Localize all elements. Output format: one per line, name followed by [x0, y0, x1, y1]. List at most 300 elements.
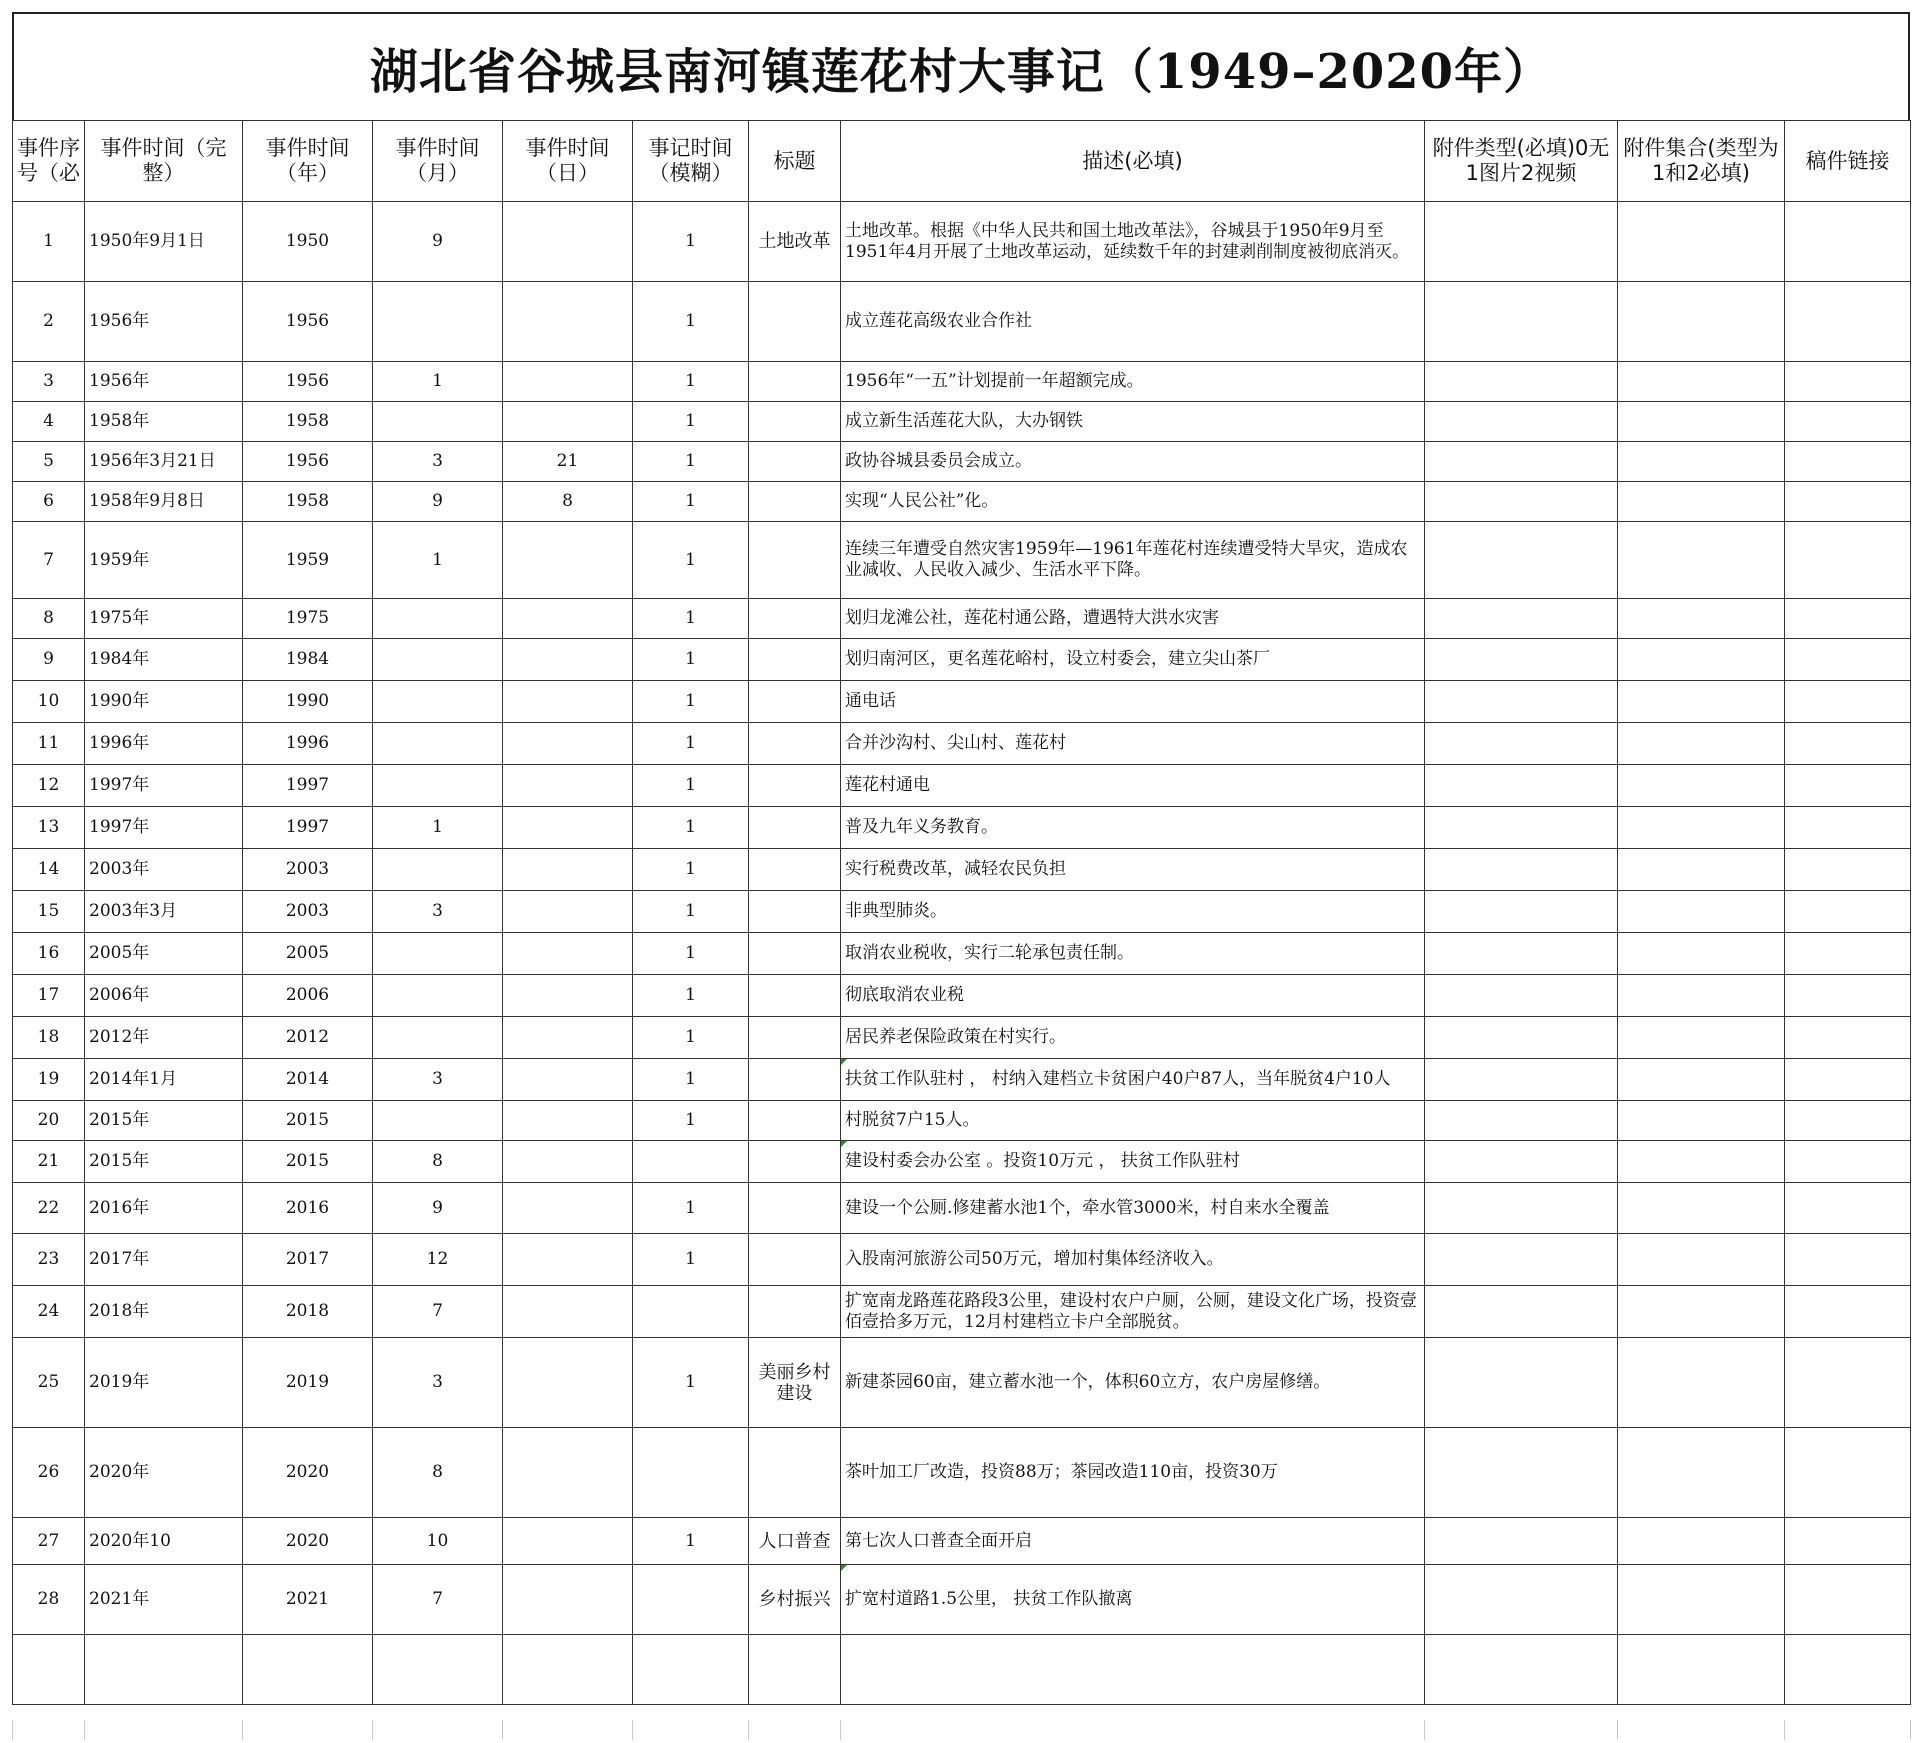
cell-link[interactable] [1785, 933, 1911, 975]
cell-heading[interactable] [749, 1141, 841, 1183]
cell-day[interactable] [503, 933, 633, 975]
cell-fuzzy[interactable]: 1 [633, 362, 749, 402]
cell-attach-type[interactable] [1425, 1183, 1618, 1234]
cell-day[interactable]: 21 [503, 442, 633, 482]
cell-full-time[interactable]: 2014年1月 [85, 1059, 243, 1101]
cell-heading[interactable]: 土地改革 [749, 202, 841, 282]
cell-month[interactable] [373, 975, 503, 1017]
cell-attach-set[interactable] [1618, 765, 1785, 807]
cell-full-time[interactable]: 2020年10 [85, 1518, 243, 1565]
cell-desc[interactable]: 新建茶园60亩，建立蓄水池一个，体积60立方，农户房屋修缮。 [841, 1338, 1425, 1428]
cell-year[interactable]: 2018 [243, 1286, 373, 1338]
cell-fuzzy[interactable] [633, 1286, 749, 1338]
cell-year[interactable]: 2014 [243, 1059, 373, 1101]
cell-fuzzy[interactable] [633, 1428, 749, 1518]
cell-desc[interactable]: 扩宽南龙路莲花路段3公里，建设村农户户厕，公厕，建设文化广场，投资壹佰壹拾多万元，12月村建档立卡户全部脱贫。 [841, 1286, 1425, 1338]
cell-month[interactable] [373, 1017, 503, 1059]
cell-year[interactable]: 2015 [243, 1141, 373, 1183]
cell-month[interactable] [373, 933, 503, 975]
cell-day[interactable] [503, 1101, 633, 1141]
cell-fuzzy[interactable]: 1 [633, 1234, 749, 1286]
cell-day[interactable] [503, 202, 633, 282]
cell-month[interactable] [373, 282, 503, 362]
cell-attach-type[interactable] [1425, 723, 1618, 765]
cell-day[interactable] [503, 765, 633, 807]
cell-day[interactable] [503, 402, 633, 442]
cell-month[interactable]: 7 [373, 1286, 503, 1338]
cell-full-time[interactable]: 2012年 [85, 1017, 243, 1059]
cell-desc[interactable]: 土地改革。根据《中华人民共和国土地改革法》，谷城县于1950年9月至1951年4月开展了土地改革运动，延续数千年的封建剥削制度被彻底消灭。 [841, 202, 1425, 282]
cell-month[interactable] [373, 849, 503, 891]
cell-fuzzy[interactable]: 1 [633, 282, 749, 362]
cell-link[interactable] [1785, 1234, 1911, 1286]
cell-full-time-empty[interactable] [85, 1635, 243, 1705]
cell-fuzzy[interactable]: 1 [633, 681, 749, 723]
cell-year[interactable]: 1975 [243, 599, 373, 639]
cell-attach-type[interactable] [1425, 1565, 1618, 1635]
cell-year[interactable]: 2020 [243, 1428, 373, 1518]
cell-link[interactable] [1785, 1286, 1911, 1338]
cell-full-time[interactable]: 1958年9月8日 [85, 482, 243, 522]
cell-link[interactable] [1785, 402, 1911, 442]
cell-fuzzy[interactable]: 1 [633, 1017, 749, 1059]
cell-fuzzy[interactable]: 1 [633, 975, 749, 1017]
cell-fuzzy[interactable]: 1 [633, 1101, 749, 1141]
cell-fuzzy[interactable]: 1 [633, 765, 749, 807]
cell-link[interactable] [1785, 807, 1911, 849]
cell-year[interactable]: 2019 [243, 1338, 373, 1428]
cell-month[interactable]: 3 [373, 891, 503, 933]
cell-full-time[interactable]: 1956年 [85, 282, 243, 362]
cell-attach-type[interactable] [1425, 1101, 1618, 1141]
cell-full-time[interactable]: 2003年 [85, 849, 243, 891]
header-month[interactable]: 事件时间（月） [373, 121, 503, 202]
cell-day[interactable] [503, 282, 633, 362]
cell-fuzzy[interactable]: 1 [633, 402, 749, 442]
cell-attach-type[interactable] [1425, 975, 1618, 1017]
cell-attach-type[interactable] [1425, 522, 1618, 599]
cell-seq[interactable]: 4 [13, 402, 85, 442]
cell-heading[interactable] [749, 975, 841, 1017]
cell-seq[interactable]: 6 [13, 482, 85, 522]
cell-year[interactable]: 2021 [243, 1565, 373, 1635]
cell-day[interactable] [503, 723, 633, 765]
cell-year-empty[interactable] [243, 1635, 373, 1705]
cell-heading[interactable] [749, 1059, 841, 1101]
cell-heading[interactable] [749, 807, 841, 849]
cell-day[interactable] [503, 807, 633, 849]
cell-full-time[interactable]: 2005年 [85, 933, 243, 975]
cell-attach-set[interactable] [1618, 891, 1785, 933]
cell-fuzzy[interactable]: 1 [633, 1183, 749, 1234]
cell-attach-set[interactable] [1618, 1059, 1785, 1101]
cell-attach-set[interactable] [1618, 807, 1785, 849]
cell-seq[interactable]: 13 [13, 807, 85, 849]
cell-year[interactable]: 1950 [243, 202, 373, 282]
cell-full-time[interactable]: 1958年 [85, 402, 243, 442]
cell-day[interactable] [503, 1017, 633, 1059]
cell-fuzzy[interactable]: 1 [633, 933, 749, 975]
cell-month[interactable] [373, 681, 503, 723]
cell-full-time[interactable]: 1997年 [85, 765, 243, 807]
cell-attach-type[interactable] [1425, 681, 1618, 723]
cell-attach-type[interactable] [1425, 1141, 1618, 1183]
cell-full-time[interactable]: 1990年 [85, 681, 243, 723]
cell-full-time[interactable]: 2003年3月 [85, 891, 243, 933]
cell-full-time[interactable]: 2017年 [85, 1234, 243, 1286]
cell-attach-type[interactable] [1425, 442, 1618, 482]
cell-attach-type[interactable] [1425, 639, 1618, 681]
cell-attach-set[interactable] [1618, 599, 1785, 639]
cell-seq[interactable]: 28 [13, 1565, 85, 1635]
cell-day[interactable] [503, 975, 633, 1017]
cell-attach-type[interactable] [1425, 282, 1618, 362]
cell-month[interactable]: 10 [373, 1518, 503, 1565]
cell-desc[interactable]: 彻底取消农业税 [841, 975, 1425, 1017]
cell-fuzzy-empty[interactable] [633, 1635, 749, 1705]
cell-link[interactable] [1785, 891, 1911, 933]
header-seq[interactable]: 事件序号（必 [13, 121, 85, 202]
cell-heading-empty[interactable] [749, 1635, 841, 1705]
cell-year[interactable]: 1990 [243, 681, 373, 723]
cell-day[interactable] [503, 1338, 633, 1428]
cell-seq[interactable]: 1 [13, 202, 85, 282]
cell-attach-set[interactable] [1618, 933, 1785, 975]
cell-month-empty[interactable] [373, 1635, 503, 1705]
cell-attach-type[interactable] [1425, 362, 1618, 402]
cell-link[interactable] [1785, 442, 1911, 482]
cell-desc[interactable]: 非典型肺炎。 [841, 891, 1425, 933]
cell-day[interactable] [503, 1428, 633, 1518]
cell-fuzzy[interactable]: 1 [633, 522, 749, 599]
cell-year[interactable]: 1956 [243, 442, 373, 482]
cell-seq[interactable]: 18 [13, 1017, 85, 1059]
cell-link[interactable] [1785, 522, 1911, 599]
cell-attach-type[interactable] [1425, 807, 1618, 849]
cell-desc[interactable]: 第七次人口普查全面开启 [841, 1518, 1425, 1565]
cell-fuzzy[interactable]: 1 [633, 723, 749, 765]
cell-day[interactable] [503, 1286, 633, 1338]
header-fuzzy[interactable]: 事记时间（模糊） [633, 121, 749, 202]
cell-attach-type[interactable] [1425, 482, 1618, 522]
cell-link[interactable] [1785, 202, 1911, 282]
cell-link[interactable] [1785, 1428, 1911, 1518]
cell-day[interactable] [503, 849, 633, 891]
cell-day[interactable] [503, 1518, 633, 1565]
cell-seq[interactable]: 23 [13, 1234, 85, 1286]
cell-link[interactable] [1785, 765, 1911, 807]
cell-month[interactable]: 9 [373, 482, 503, 522]
cell-link[interactable] [1785, 1338, 1911, 1428]
cell-attach-set[interactable] [1618, 202, 1785, 282]
cell-desc[interactable]: 实现“人民公社”化。 [841, 482, 1425, 522]
cell-fuzzy[interactable]: 1 [633, 482, 749, 522]
cell-heading[interactable] [749, 1428, 841, 1518]
cell-link[interactable] [1785, 599, 1911, 639]
cell-day-empty[interactable] [503, 1635, 633, 1705]
cell-desc[interactable]: 实行税费改革，减轻农民负担 [841, 849, 1425, 891]
cell-full-time[interactable]: 1959年 [85, 522, 243, 599]
cell-seq[interactable]: 22 [13, 1183, 85, 1234]
cell-fuzzy[interactable] [633, 1565, 749, 1635]
cell-attach-set[interactable] [1618, 1428, 1785, 1518]
cell-heading[interactable]: 美丽乡村建设 [749, 1338, 841, 1428]
cell-full-time[interactable]: 2006年 [85, 975, 243, 1017]
cell-attach-type[interactable] [1425, 1428, 1618, 1518]
cell-seq-empty[interactable] [13, 1635, 85, 1705]
header-day[interactable]: 事件时间（日） [503, 121, 633, 202]
cell-attach-type[interactable] [1425, 1338, 1618, 1428]
cell-desc[interactable]: 入股南河旅游公司50万元，增加村集体经济收入。 [841, 1234, 1425, 1286]
cell-attach-set[interactable] [1618, 1234, 1785, 1286]
cell-attach-type[interactable] [1425, 1286, 1618, 1338]
cell-month[interactable]: 8 [373, 1141, 503, 1183]
cell-seq[interactable]: 8 [13, 599, 85, 639]
cell-year[interactable]: 1984 [243, 639, 373, 681]
cell-fuzzy[interactable] [633, 1141, 749, 1183]
cell-seq[interactable]: 12 [13, 765, 85, 807]
cell-year[interactable]: 1958 [243, 402, 373, 442]
cell-attach-set[interactable] [1618, 1101, 1785, 1141]
cell-desc[interactable]: 建设一个公厕.修建蓄水池1个，牵水管3000米，村自来水全覆盖 [841, 1183, 1425, 1234]
cell-fuzzy[interactable]: 1 [633, 1059, 749, 1101]
cell-month[interactable]: 12 [373, 1234, 503, 1286]
cell-attach-type[interactable] [1425, 765, 1618, 807]
cell-heading[interactable] [749, 1183, 841, 1234]
cell-attach-set[interactable] [1618, 849, 1785, 891]
cell-heading[interactable] [749, 402, 841, 442]
cell-fuzzy[interactable]: 1 [633, 599, 749, 639]
cell-attach-type[interactable] [1425, 933, 1618, 975]
cell-seq[interactable]: 21 [13, 1141, 85, 1183]
cell-full-time[interactable]: 2021年 [85, 1565, 243, 1635]
cell-heading[interactable] [749, 849, 841, 891]
cell-year[interactable]: 1956 [243, 362, 373, 402]
cell-desc[interactable]: 扩宽村道路1.5公里， 扶贫工作队撤离 [841, 1565, 1425, 1635]
cell-year[interactable]: 2003 [243, 849, 373, 891]
cell-year[interactable]: 2005 [243, 933, 373, 975]
cell-seq[interactable]: 2 [13, 282, 85, 362]
cell-attach-set[interactable] [1618, 282, 1785, 362]
cell-heading[interactable] [749, 442, 841, 482]
cell-seq[interactable]: 11 [13, 723, 85, 765]
cell-month[interactable]: 1 [373, 522, 503, 599]
cell-link[interactable] [1785, 1101, 1911, 1141]
cell-attach-set[interactable] [1618, 362, 1785, 402]
cell-year[interactable]: 1997 [243, 807, 373, 849]
cell-fuzzy[interactable]: 1 [633, 202, 749, 282]
cell-month[interactable]: 3 [373, 1338, 503, 1428]
title-cell[interactable] [12, 12, 1910, 120]
cell-month[interactable] [373, 402, 503, 442]
cell-day[interactable] [503, 1141, 633, 1183]
cell-attach-set[interactable] [1618, 522, 1785, 599]
cell-link[interactable] [1785, 639, 1911, 681]
cell-day[interactable] [503, 1565, 633, 1635]
cell-heading[interactable] [749, 765, 841, 807]
cell-attach-type-empty[interactable] [1425, 1635, 1618, 1705]
cell-heading[interactable] [749, 599, 841, 639]
cell-seq[interactable]: 19 [13, 1059, 85, 1101]
cell-attach-set[interactable] [1618, 723, 1785, 765]
cell-desc[interactable]: 扶贫工作队驻村 ， 村纳入建档立卡贫困户40户87人，当年脱贫4户10人 [841, 1059, 1425, 1101]
cell-year[interactable]: 1996 [243, 723, 373, 765]
cell-attach-set[interactable] [1618, 681, 1785, 723]
cell-heading[interactable]: 人口普查 [749, 1518, 841, 1565]
cell-desc-empty[interactable] [841, 1635, 1425, 1705]
cell-fuzzy[interactable]: 1 [633, 639, 749, 681]
cell-attach-type[interactable] [1425, 599, 1618, 639]
cell-fuzzy[interactable]: 1 [633, 1518, 749, 1565]
cell-attach-set[interactable] [1618, 482, 1785, 522]
cell-desc[interactable]: 村脱贫7户15人。 [841, 1101, 1425, 1141]
cell-link[interactable] [1785, 482, 1911, 522]
cell-day[interactable]: 8 [503, 482, 633, 522]
cell-heading[interactable] [749, 1286, 841, 1338]
cell-desc[interactable]: 取消农业税收，实行二轮承包责任制。 [841, 933, 1425, 975]
cell-desc[interactable]: 普及九年义务教育。 [841, 807, 1425, 849]
cell-attach-type[interactable] [1425, 1518, 1618, 1565]
header-attach-set[interactable]: 附件集合(类型为1和2必填) [1618, 121, 1785, 202]
header-attach-type[interactable]: 附件类型(必填)0无1图片2视频 [1425, 121, 1618, 202]
cell-seq[interactable]: 3 [13, 362, 85, 402]
cell-day[interactable] [503, 522, 633, 599]
cell-seq[interactable]: 15 [13, 891, 85, 933]
cell-heading[interactable] [749, 681, 841, 723]
cell-attach-set[interactable] [1618, 1565, 1785, 1635]
cell-full-time[interactable]: 1996年 [85, 723, 243, 765]
cell-fuzzy[interactable]: 1 [633, 891, 749, 933]
cell-month[interactable]: 7 [373, 1565, 503, 1635]
cell-seq[interactable]: 9 [13, 639, 85, 681]
cell-heading[interactable] [749, 1234, 841, 1286]
cell-seq[interactable]: 17 [13, 975, 85, 1017]
cell-year[interactable]: 2006 [243, 975, 373, 1017]
cell-seq[interactable]: 26 [13, 1428, 85, 1518]
cell-year[interactable]: 2015 [243, 1101, 373, 1141]
cell-full-time[interactable]: 1956年 [85, 362, 243, 402]
cell-attach-type[interactable] [1425, 1234, 1618, 1286]
cell-seq[interactable]: 5 [13, 442, 85, 482]
cell-full-time[interactable]: 1975年 [85, 599, 243, 639]
cell-attach-type[interactable] [1425, 202, 1618, 282]
header-heading[interactable]: 标题 [749, 121, 841, 202]
cell-month[interactable]: 1 [373, 362, 503, 402]
cell-attach-set[interactable] [1618, 1338, 1785, 1428]
cell-link[interactable] [1785, 1141, 1911, 1183]
cell-attach-set[interactable] [1618, 1286, 1785, 1338]
cell-link-empty[interactable] [1785, 1635, 1911, 1705]
cell-attach-set[interactable] [1618, 1183, 1785, 1234]
cell-heading[interactable] [749, 362, 841, 402]
cell-link[interactable] [1785, 1518, 1911, 1565]
cell-full-time[interactable]: 1950年9月1日 [85, 202, 243, 282]
cell-seq[interactable]: 24 [13, 1286, 85, 1338]
cell-full-time[interactable]: 2015年 [85, 1141, 243, 1183]
cell-heading[interactable]: 乡村振兴 [749, 1565, 841, 1635]
cell-fuzzy[interactable]: 1 [633, 1338, 749, 1428]
cell-link[interactable] [1785, 282, 1911, 362]
cell-desc[interactable]: 茶叶加工厂改造，投资88万；茶园改造110亩，投资30万 [841, 1428, 1425, 1518]
cell-day[interactable] [503, 1183, 633, 1234]
cell-desc[interactable]: 连续三年遭受自然灾害1959年—1961年莲花村连续遭受特大旱灾，造成农业减收、人民收入减少、生活水平下降。 [841, 522, 1425, 599]
cell-attach-set[interactable] [1618, 1518, 1785, 1565]
cell-month[interactable] [373, 639, 503, 681]
cell-link[interactable] [1785, 975, 1911, 1017]
cell-month[interactable]: 1 [373, 807, 503, 849]
cell-heading[interactable] [749, 639, 841, 681]
cell-seq[interactable]: 16 [13, 933, 85, 975]
cell-day[interactable] [503, 891, 633, 933]
cell-seq[interactable]: 10 [13, 681, 85, 723]
cell-year[interactable]: 2003 [243, 891, 373, 933]
cell-desc[interactable]: 居民养老保险政策在村实行。 [841, 1017, 1425, 1059]
cell-fuzzy[interactable]: 1 [633, 442, 749, 482]
cell-attach-type[interactable] [1425, 1059, 1618, 1101]
cell-year[interactable]: 1997 [243, 765, 373, 807]
cell-seq[interactable]: 7 [13, 522, 85, 599]
cell-month[interactable]: 3 [373, 1059, 503, 1101]
cell-month[interactable]: 9 [373, 1183, 503, 1234]
cell-seq[interactable]: 14 [13, 849, 85, 891]
cell-full-time[interactable]: 2015年 [85, 1101, 243, 1141]
cell-desc[interactable]: 建设村委会办公室 。投资10万元 ， 扶贫工作队驻村 [841, 1141, 1425, 1183]
cell-link[interactable] [1785, 681, 1911, 723]
cell-seq[interactable]: 25 [13, 1338, 85, 1428]
header-desc[interactable]: 描述(必填) [841, 121, 1425, 202]
cell-heading[interactable] [749, 522, 841, 599]
cell-heading[interactable] [749, 282, 841, 362]
cell-heading[interactable] [749, 482, 841, 522]
cell-attach-type[interactable] [1425, 849, 1618, 891]
cell-desc[interactable]: 莲花村通电 [841, 765, 1425, 807]
cell-desc[interactable]: 1956年“一五”计划提前一年超额完成。 [841, 362, 1425, 402]
cell-seq[interactable]: 20 [13, 1101, 85, 1141]
cell-fuzzy[interactable]: 1 [633, 849, 749, 891]
header-full-time[interactable]: 事件时间（完整） [85, 121, 243, 202]
cell-attach-set[interactable] [1618, 975, 1785, 1017]
cell-full-time[interactable]: 2018年 [85, 1286, 243, 1338]
cell-desc[interactable]: 通电话 [841, 681, 1425, 723]
cell-full-time[interactable]: 2020年 [85, 1428, 243, 1518]
cell-day[interactable] [503, 599, 633, 639]
cell-attach-set[interactable] [1618, 442, 1785, 482]
cell-heading[interactable] [749, 933, 841, 975]
cell-link[interactable] [1785, 1059, 1911, 1101]
cell-year[interactable]: 2017 [243, 1234, 373, 1286]
cell-link[interactable] [1785, 1183, 1911, 1234]
cell-link[interactable] [1785, 723, 1911, 765]
cell-link[interactable] [1785, 849, 1911, 891]
cell-link[interactable] [1785, 1017, 1911, 1059]
cell-full-time[interactable]: 1984年 [85, 639, 243, 681]
cell-desc[interactable]: 成立莲花高级农业合作社 [841, 282, 1425, 362]
cell-full-time[interactable]: 2019年 [85, 1338, 243, 1428]
cell-full-time[interactable]: 1956年3月21日 [85, 442, 243, 482]
cell-day[interactable] [503, 362, 633, 402]
cell-attach-set[interactable] [1618, 639, 1785, 681]
cell-day[interactable] [503, 1059, 633, 1101]
header-link[interactable]: 稿件链接 [1785, 121, 1911, 202]
cell-year[interactable]: 2020 [243, 1518, 373, 1565]
cell-year[interactable]: 1959 [243, 522, 373, 599]
cell-month[interactable] [373, 765, 503, 807]
cell-full-time[interactable]: 1997年 [85, 807, 243, 849]
cell-day[interactable] [503, 681, 633, 723]
cell-heading[interactable] [749, 1101, 841, 1141]
cell-fuzzy[interactable]: 1 [633, 807, 749, 849]
cell-attach-type[interactable] [1425, 1017, 1618, 1059]
